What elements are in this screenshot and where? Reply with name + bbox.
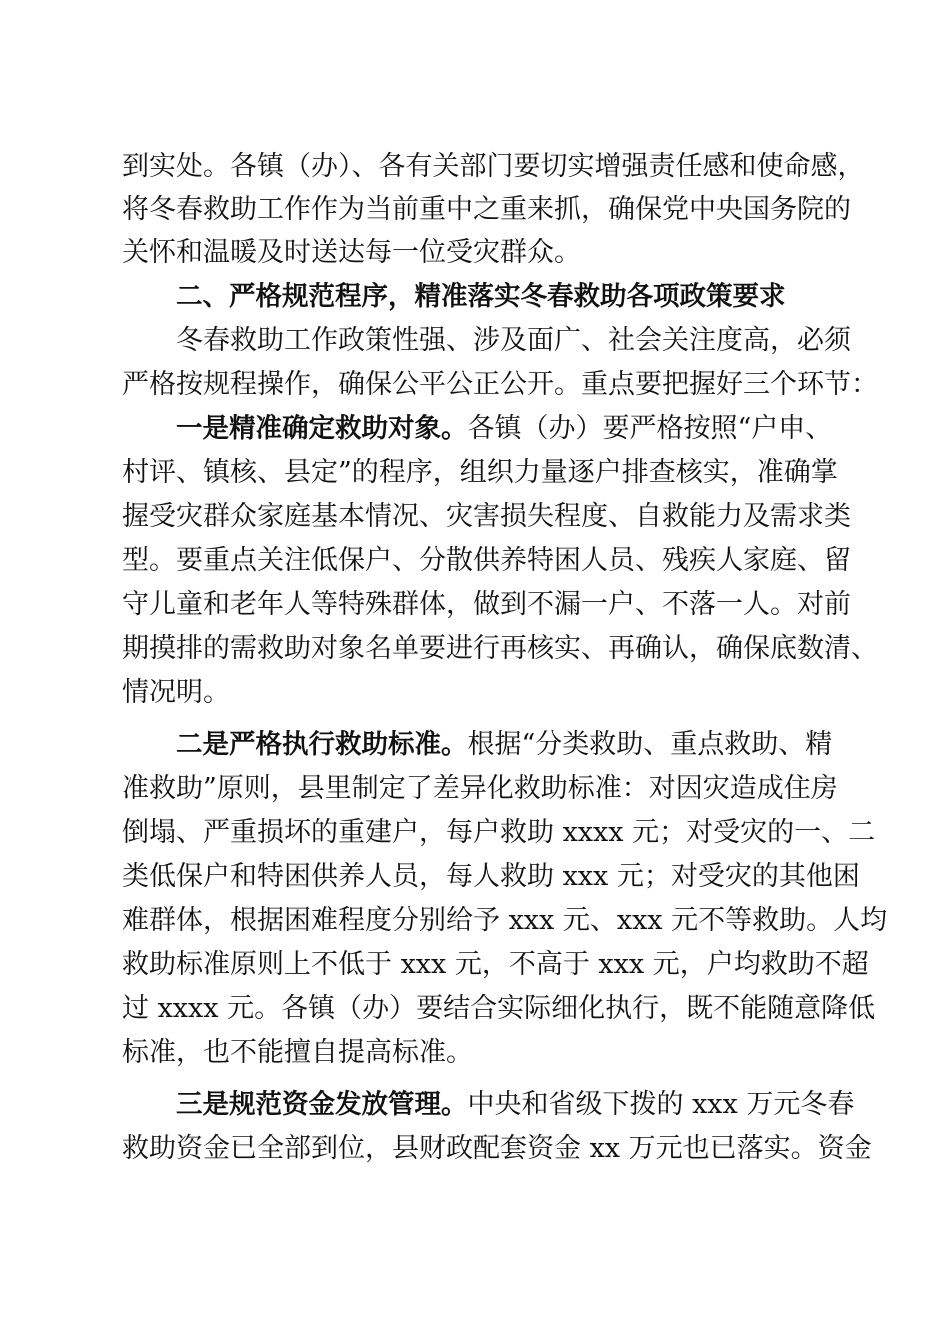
- section-2-intro-line-1: 冬春救助工作政策性强、涉及面广、社会关注度高，必须: [176, 325, 851, 356]
- section-2-heading: 二、严格规范程序，精准落实冬春救助各项政策要求: [176, 281, 786, 312]
- paragraph-1-line-1: 到实处。各镇（办）、各有关部门要切实增强责任感和使命感，: [122, 151, 865, 182]
- point-2-line-7: 过 xxxx 元。各镇（办）要结合实际细化执行，既不能随意降低: [122, 993, 876, 1024]
- point-3-line-2: 救助资金已全部到位，县财政配套资金 xx 万元也已落实。资金: [122, 1133, 872, 1164]
- point-1-first-rest: 各镇（办）要严格按照“户申、: [467, 413, 833, 444]
- paragraph-1-line-2: 将冬春救助工作作为当前重中之重来抓，确保党中央国务院的: [122, 194, 851, 225]
- point-2-line-6: 救助标准原则上不低于 xxx 元，不高于 xxx 元，户均救助不超: [122, 949, 869, 980]
- point-3-first-line: [176, 1086, 855, 1124]
- paragraph-1-line-3: 关怀和温暖及时送达每一位受灾群众。: [122, 237, 581, 268]
- point-1-line-5: 守儿童和老年人等特殊群体，做到不漏一户、不落一人。对前: [122, 589, 851, 620]
- point-1-line-7: 情况明。: [122, 677, 230, 708]
- point-1-line-2: 村评、镇核、县定”的程序，组织力量逐户排查核实，准确掌: [122, 457, 838, 488]
- point-2-lead: 二是严格执行救助标准。: [176, 729, 468, 760]
- point-1-line-6: 期摸排的需救助对象名单要进行再核实、再确认，确保底数清、: [122, 633, 878, 664]
- point-3-first-rest: 中央和省级下拨的 xxx 万元冬春: [467, 1089, 855, 1120]
- point-2-line-2: 准救助”原则，县里制定了差异化救助标准：对因灾造成住房: [122, 773, 838, 804]
- point-2-line-3: 倒塌、严重损坏的重建户，每户救助 xxxx 元；对受灾的一、二: [122, 817, 876, 848]
- point-1-first-line: [176, 410, 833, 448]
- point-2-line-5: 难群体，根据困难程度分别给予 xxx 元、xxx 元不等救助。人均: [122, 905, 888, 936]
- section-2-intro-line-2: 严格按规程操作，确保公平公正公开。重点要把握好三个环节：: [122, 369, 878, 400]
- point-1-lead: 一是精准确定救助对象。: [176, 413, 468, 444]
- point-2-first-line: [176, 726, 833, 764]
- point-2-line-8: 标准，也不能擅自提高标准。: [122, 1037, 473, 1068]
- point-1-line-3: 握受灾群众家庭基本情况、灾害损失程度、自救能力及需求类: [122, 501, 851, 532]
- point-1-line-4: 型。要重点关注低保户、分散供养特困人员、残疾人家庭、留: [122, 545, 851, 576]
- point-3-lead: 三是规范资金发放管理。: [176, 1089, 468, 1120]
- point-2-first-rest: 根据“分类救助、重点救助、精: [467, 729, 833, 760]
- point-2-line-4: 类低保户和特困供养人员，每人救助 xxx 元；对受灾的其他困: [122, 861, 860, 892]
